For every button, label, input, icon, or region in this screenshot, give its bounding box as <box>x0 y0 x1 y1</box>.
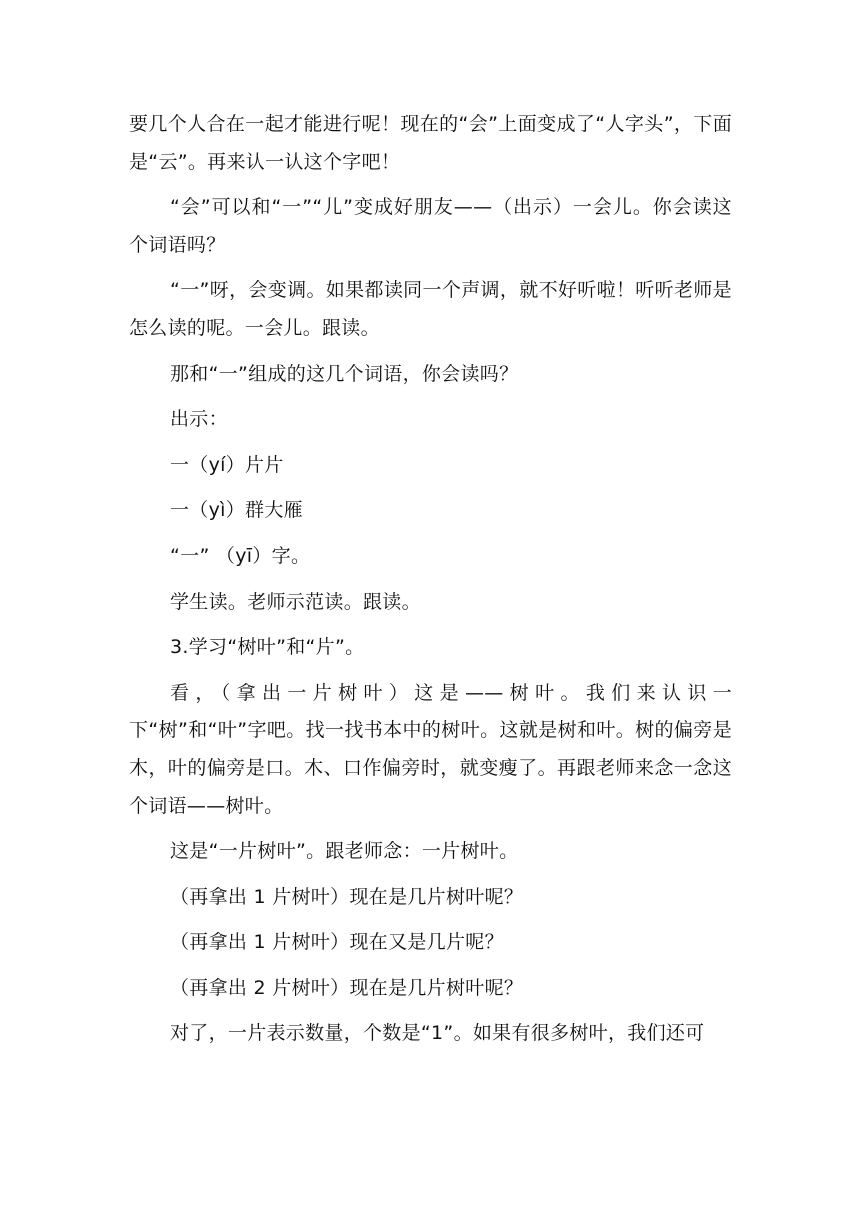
paragraph-6: 一（yí）片片 <box>170 453 284 476</box>
paragraph-11: 看，（拿出一片树叶）这是——树叶。我们来认识一下“树”和“叶”字吧。找一找书本中的树叶。这就是树和叶。树的偏旁是木，叶的偏旁是口。木、口作偏旁时，就变瘦了。再跟老师来念一念这个词语——树叶。 <box>129 681 732 817</box>
paragraph-15: （再拿出 2 片树叶）现在是几片树叶呢？ <box>170 976 524 999</box>
paragraph-4: 那和“一”组成的这几个词语，你会读吗？ <box>170 362 519 385</box>
paragraph-7: 一（yì）群大雁 <box>170 499 303 522</box>
paragraph-13: （再拿出 1 片树叶）现在是几片树叶呢？ <box>170 885 524 908</box>
paragraph-12: 这是“一片树叶”。跟老师念：一片树叶。 <box>170 840 519 863</box>
paragraph-5: 出示： <box>170 408 228 431</box>
document-body <box>129 106 732 1061</box>
paragraph-2: “会”可以和“一”“儿”变成好朋友——（出示）一会儿。你会读这个词语吗？ <box>129 196 732 256</box>
paragraph-3: “一”呀，会变调。如果都读同一个声调，就不好听啦！听听老师是怎么读的呢。一会儿。跟读。 <box>129 279 732 339</box>
paragraph-14: （再拿出 1 片树叶）现在又是几片呢？ <box>170 931 504 954</box>
paragraph-9: 学生读。老师示范读。跟读。 <box>170 590 421 613</box>
paragraph-1: 要几个人合在一起才能进行呢！现在的“会”上面变成了“人字头”，下面是“云”。再来认一认这个字吧！ <box>129 113 732 173</box>
paragraph-8: “一” （yī）字。 <box>170 544 311 567</box>
paragraph-16: 对了，一片表示数量，个数是“1”。如果有很多树叶，我们还可 <box>170 1022 705 1045</box>
paragraph-10: 3.学习“树叶”和“片”。 <box>170 636 365 659</box>
